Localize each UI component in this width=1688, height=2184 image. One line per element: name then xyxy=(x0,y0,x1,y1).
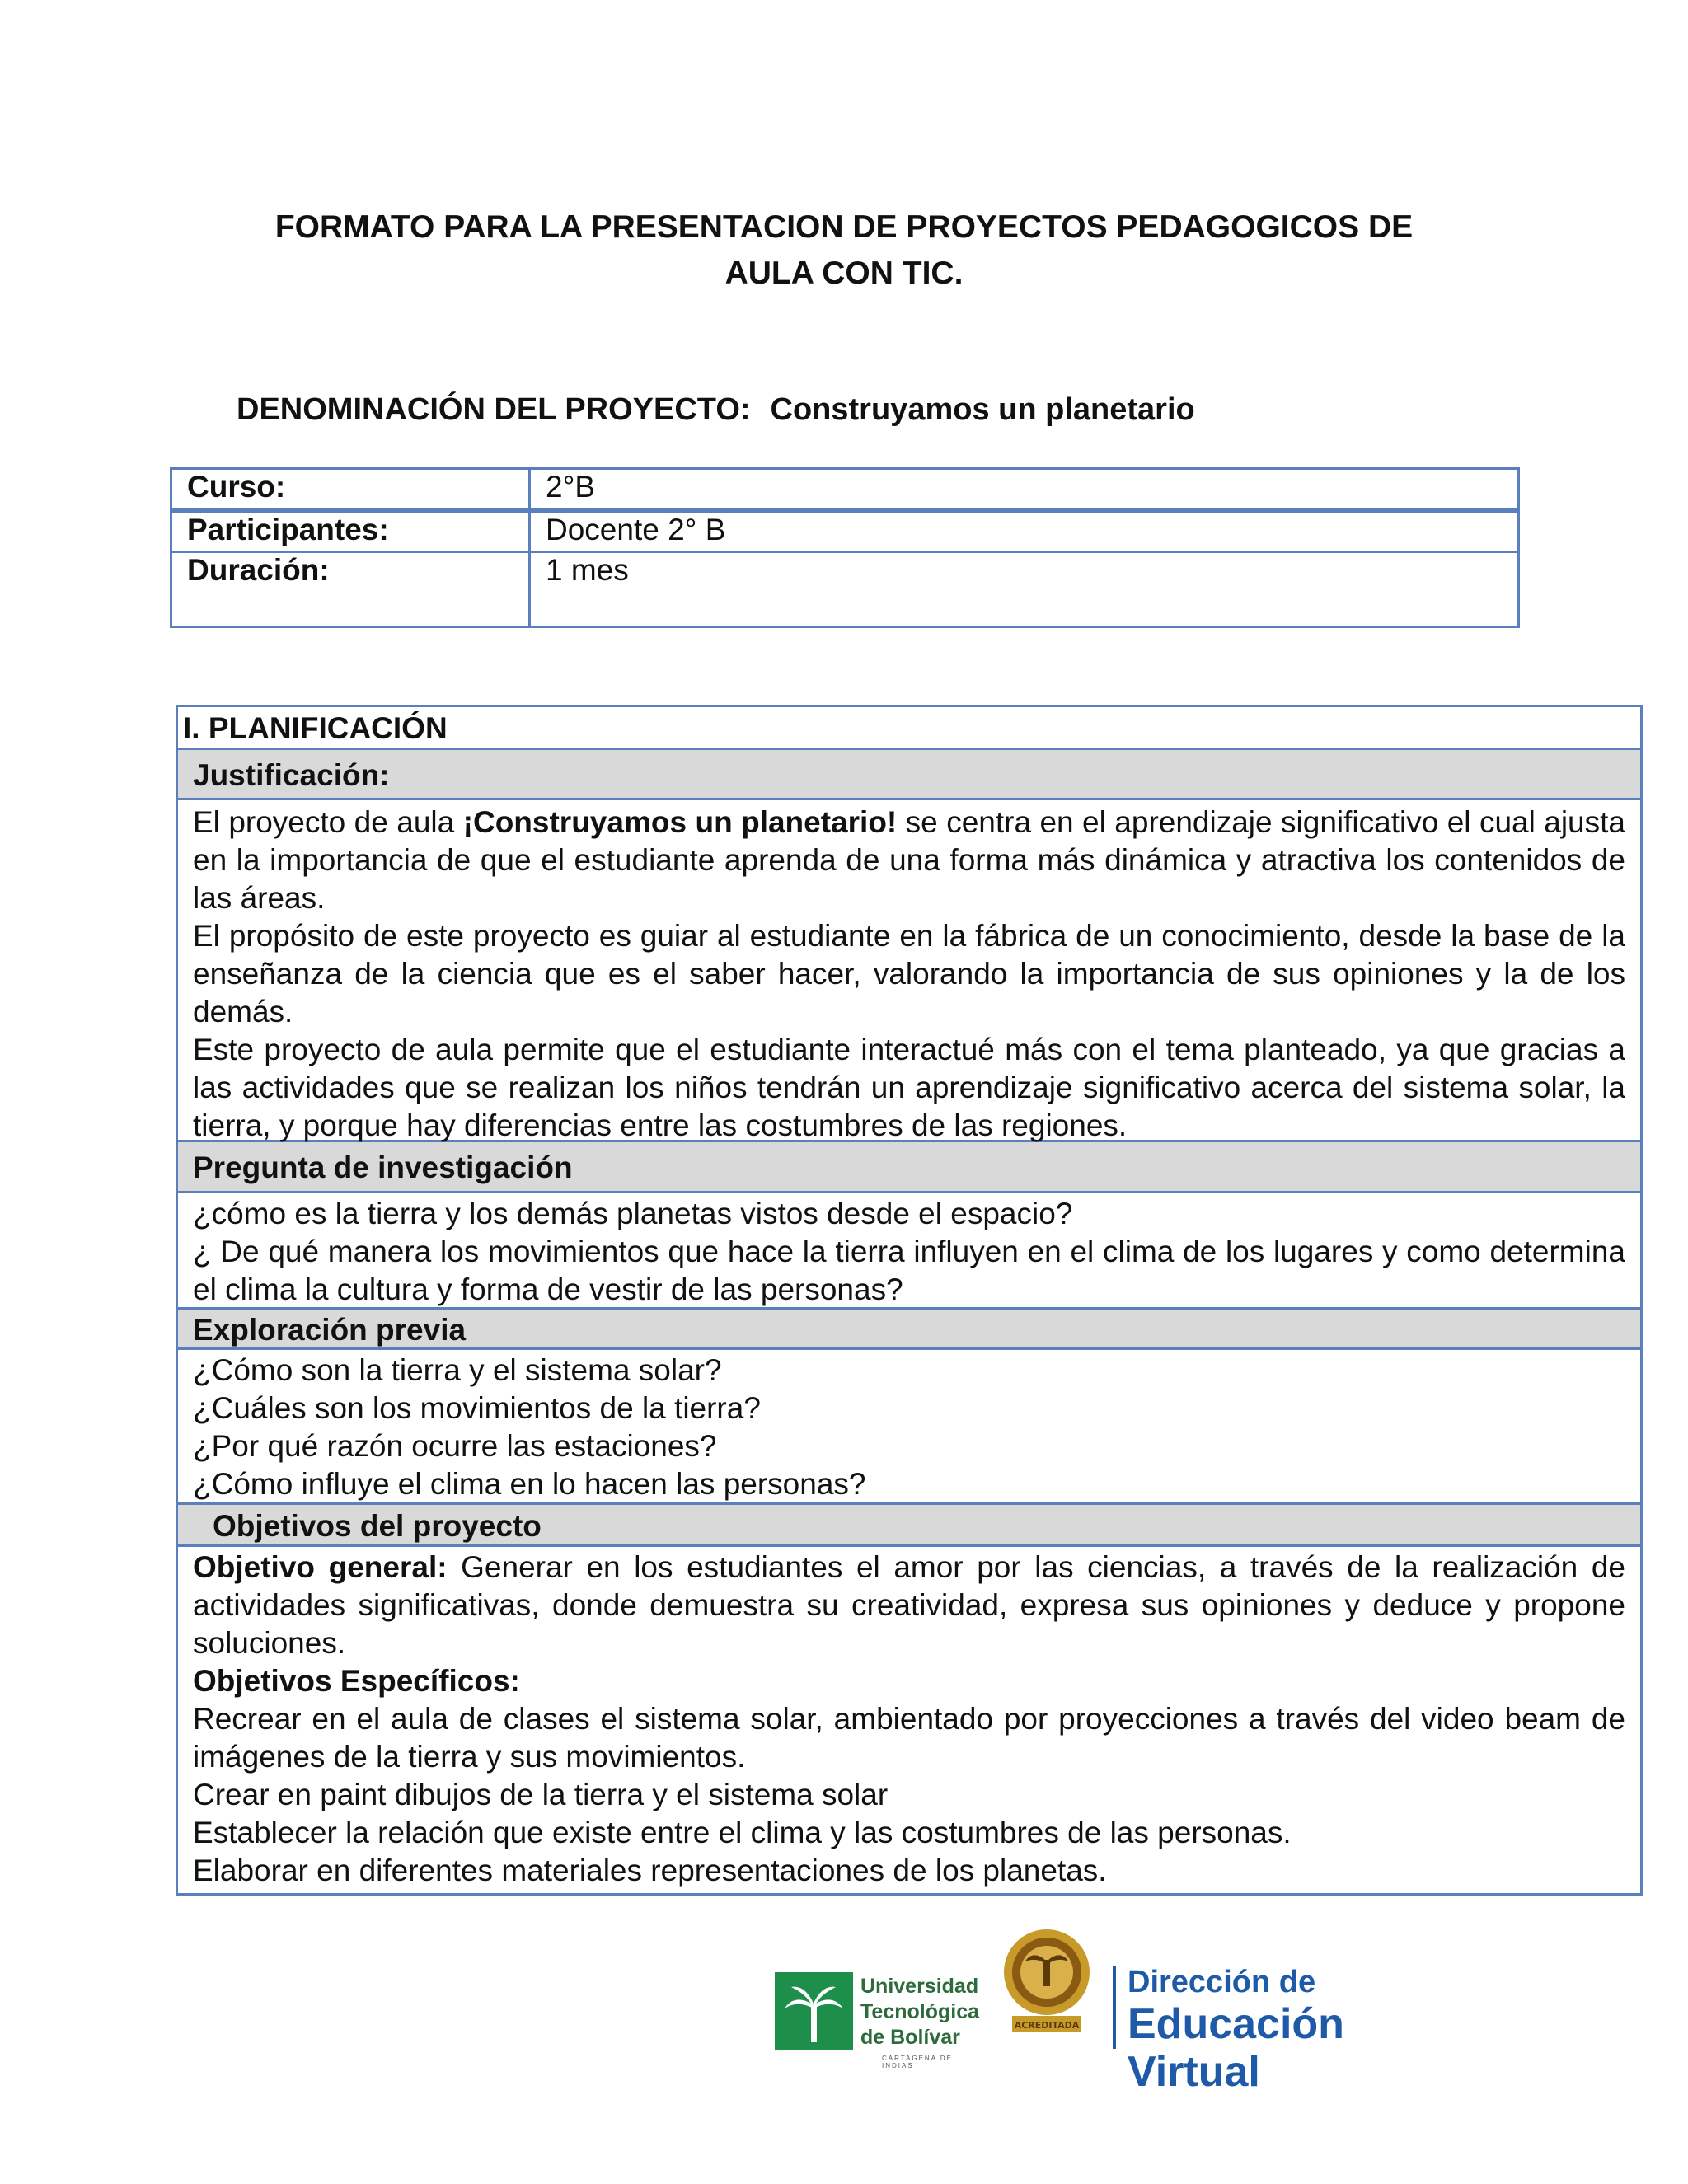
project-denomination xyxy=(237,392,1215,428)
exploracion-item: ¿Cómo influye el clima en lo hacen las personas? xyxy=(193,1467,866,1501)
palm-tree-icon xyxy=(775,1972,853,2050)
objetivo-general-label: Objetivo general: xyxy=(193,1550,448,1584)
planificacion-table xyxy=(176,705,1643,1896)
objetivo-especifico: Establecer la relación que existe entre el clima y las costumbres de las personas. xyxy=(193,1816,1292,1849)
objetivos-body xyxy=(178,1547,1640,1893)
justificacion-paragraph xyxy=(193,804,1625,917)
objetivo-especifico: Elaborar en diferentes materiales representaciones de los planetas. xyxy=(193,1854,1107,1887)
pregunta-heading: Pregunta de investigación xyxy=(178,1142,1640,1193)
justificacion-text: El proyecto de aula xyxy=(193,805,463,839)
duracion-label: Duración: xyxy=(171,552,530,627)
justificacion-paragraph: Este proyecto de aula permite que el estudiante interactué más con el tema planteado, ya que gracias a las actividades que se realizan los niños tendrán un aprendizaje significativo acerca del sistema solar, la tierra, y porque hay diferencias entre las costumbres de las regiones. xyxy=(193,1033,1625,1142)
footer-divider xyxy=(1113,1966,1116,2049)
pregunta-item: ¿ De qué manera los movimientos que hace la tierra influyen en el clima de los lugares y como determina el clima la cultura y forma de vestir de las personas? xyxy=(193,1235,1625,1306)
participantes-value: Docente 2° B xyxy=(530,510,1519,552)
title-line-1: FORMATO PARA LA PRESENTACION DE PROYECTOS PEDAGOGICOS DE xyxy=(274,209,1414,245)
justificacion-heading: Justificación: xyxy=(178,750,1640,800)
objetivo-general-text: Generar en los estudiantes el amor por las ciencias, a través de la realización de actividades significativas, donde demuestra su creatividad, expresa sus opiniones y deduce y propone soluciones. xyxy=(193,1550,1625,1660)
exploracion-item: ¿Por qué razón ocurre las estaciones? xyxy=(193,1429,717,1463)
direccion-line-1: Dirección de xyxy=(1128,1965,1316,1999)
objetivos-especificos-heading: Objetivos Específicos: xyxy=(193,1664,520,1698)
participantes-label: Participantes: xyxy=(171,510,530,552)
project-info-table xyxy=(170,467,1520,628)
project-name-bold: ¡Construyamos un planetario! xyxy=(462,805,898,839)
objetivos-heading: Objetivos del proyecto xyxy=(178,1505,1640,1547)
exploracion-heading: Exploración previa xyxy=(178,1310,1640,1350)
direccion-logo xyxy=(1128,1964,1434,2096)
pregunta-item: ¿cómo es la tierra y los demás planetas vistos desde el espacio? xyxy=(193,1197,1073,1230)
accreditation-seal-icon xyxy=(997,1927,1096,2050)
table-row xyxy=(171,552,1519,627)
objetivos-especificos-label xyxy=(193,1662,1625,1700)
curso-value: 2°B xyxy=(530,469,1519,511)
utb-name xyxy=(860,1974,979,2050)
objetivo-especifico: Crear en paint dibujos de la tierra y el sistema solar xyxy=(193,1778,889,1811)
duracion-value: 1 mes xyxy=(530,552,1519,627)
denomination-value: Construyamos un planetario xyxy=(770,392,1195,427)
table-row xyxy=(171,510,1519,552)
denomination-label: DENOMINACIÓN DEL PROYECTO: xyxy=(237,392,751,427)
title-line-2: AULA CON TIC. xyxy=(724,255,964,291)
direccion-line-2: Educación Virtual xyxy=(1128,2000,1344,2096)
utb-subtitle: CARTAGENA DE INDIAS xyxy=(882,2055,953,2069)
justificacion-text: se centra en el aprendizaje significativo el cual ajusta en la importancia de que el estudiante aprenda de una forma más dinámica y atractiva los contenidos de las áreas. xyxy=(193,805,1625,915)
exploracion-item: ¿Cuáles son los movimientos de la tierra? xyxy=(193,1391,761,1425)
justificacion-paragraph: El propósito de este proyecto es guiar al estudiante en la fábrica de un conocimiento, desde la base de la enseñanza de la ciencia que es el saber hacer, valorando la importancia de sus opiniones y la de los demás. xyxy=(193,919,1625,1029)
footer-logos xyxy=(775,1927,1434,2096)
objetivo-general xyxy=(193,1549,1625,1662)
utb-line-1: Universidad xyxy=(860,1975,979,1998)
exploracion-body xyxy=(178,1350,1640,1505)
planificacion-header: I. PLANIFICACIÓN xyxy=(178,707,1640,750)
utb-logo xyxy=(775,1972,980,2069)
seal-text: ACREDITADA xyxy=(1014,2020,1080,2031)
utb-line-2: Tecnológica xyxy=(860,2000,980,2023)
justificacion-body xyxy=(178,800,1640,1142)
utb-line-3: de Bolívar xyxy=(860,2026,960,2049)
curso-label: Curso: xyxy=(171,469,530,511)
document-title xyxy=(0,204,1688,297)
objetivo-especifico: Recrear en el aula de clases el sistema solar, ambientado por proyecciones a través del video beam de imágenes de la tierra y sus movimientos. xyxy=(193,1702,1625,1774)
pregunta-body xyxy=(178,1193,1640,1310)
table-row xyxy=(171,469,1519,511)
exploracion-item: ¿Cómo son la tierra y el sistema solar? xyxy=(193,1353,722,1387)
